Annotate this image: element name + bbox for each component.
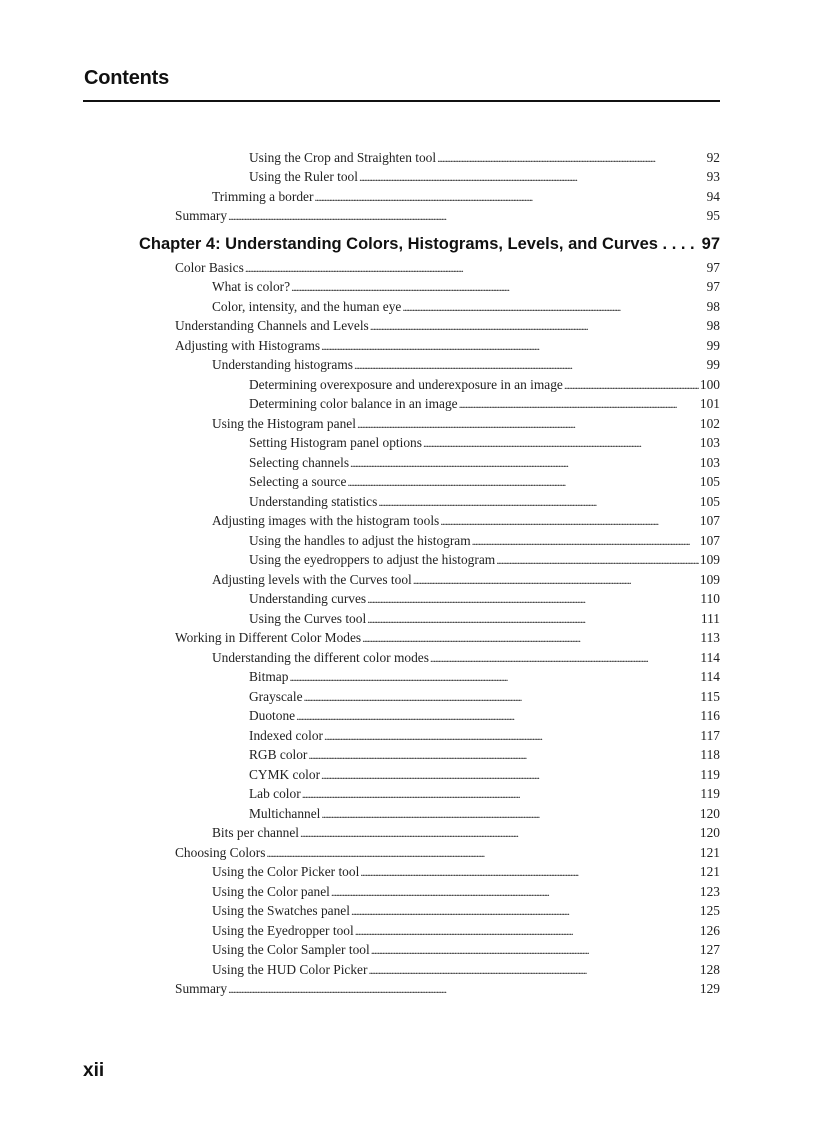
dot-leader [472, 531, 699, 551]
toc-entry-title: Using the Histogram panel [212, 416, 356, 431]
toc-entry-title: Using the eyedroppers to adjust the histogram [249, 552, 496, 567]
toc-entry-page: 103 [699, 435, 720, 450]
toc-entry-page: 126 [699, 923, 720, 938]
toc-entry-page: 101 [699, 396, 720, 411]
toc-entry [249, 375, 720, 394]
toc-entry-title: Understanding histograms [212, 357, 353, 372]
dot-leader [459, 394, 699, 414]
dot-leader [266, 843, 699, 863]
toc-entry-title: Adjusting levels with the Curves tool [212, 572, 412, 587]
toc-entry [212, 823, 720, 842]
dot-leader [300, 823, 699, 843]
toc-entry-title: Duotone [249, 708, 296, 723]
toc-entry [249, 492, 720, 511]
toc-entry-title: Multichannel [249, 806, 321, 821]
toc-entry [175, 258, 720, 277]
toc-entry-page: 109 [699, 552, 720, 567]
toc-entry-title: Bitmap [249, 669, 289, 684]
toc-entry [249, 453, 720, 472]
toc-entry-title: Selecting channels [249, 455, 350, 470]
dot-leader [658, 232, 700, 256]
toc-entry [175, 628, 720, 647]
dot-leader [357, 414, 699, 434]
dot-leader [302, 784, 700, 804]
toc-entry [249, 589, 720, 608]
chapter-heading [139, 232, 720, 256]
page-header [83, 66, 720, 102]
toc-entry [212, 277, 720, 296]
toc-entry [175, 206, 720, 225]
toc-entry [249, 609, 720, 628]
toc-entry-page: 95 [706, 208, 720, 223]
toc-entry-page: 121 [699, 845, 720, 860]
toc-entry [212, 960, 720, 979]
dot-leader [324, 726, 699, 746]
toc-entry [212, 570, 720, 589]
toc-entry [249, 433, 720, 452]
dot-leader [304, 687, 700, 707]
toc-entry [249, 550, 720, 569]
toc-entry-page: 123 [699, 884, 720, 899]
toc-entry [249, 784, 720, 803]
toc-entry [212, 355, 720, 374]
toc-entry [249, 394, 720, 413]
toc-entry-page: 99 [706, 357, 720, 372]
toc-entry-title: Using the Color Picker tool [212, 864, 360, 879]
toc-entry-title: Summary [175, 208, 228, 223]
toc-entry-page: 98 [706, 299, 720, 314]
dot-leader [347, 472, 698, 492]
toc-entry-title: Using the Swatches panel [212, 903, 350, 918]
toc-entry-title: Understanding Channels and Levels [175, 318, 369, 333]
dot-leader [351, 901, 699, 921]
toc-entry-page: 128 [699, 962, 720, 977]
toc-entry [175, 316, 720, 335]
dot-leader [296, 706, 699, 726]
toc-entry [249, 687, 720, 706]
dot-leader [430, 648, 699, 668]
toc-entry-title: What is color? [212, 279, 291, 294]
toc-entry [212, 297, 720, 316]
dot-leader [359, 167, 706, 187]
toc-entry-page: 99 [706, 338, 720, 353]
toc-entry-title: Using the Ruler tool [249, 169, 358, 184]
dot-leader [321, 336, 706, 356]
dot-leader [355, 921, 699, 941]
toc-entry-title: CYMK color [249, 767, 321, 782]
dot-leader [423, 433, 699, 453]
toc-entry-title: Understanding statistics [249, 494, 378, 509]
toc-entry [212, 862, 720, 881]
toc-entry-page: 100 [699, 377, 720, 392]
dot-leader [308, 745, 699, 765]
toc-entry-page: 102 [699, 416, 720, 431]
toc-entry-title: Understanding curves [249, 591, 367, 606]
toc-entry-page: 127 [699, 942, 720, 957]
toc-entry [175, 336, 720, 355]
toc-entry-title: Using the handles to adjust the histogram [249, 533, 471, 548]
toc-entry-title: Using the Crop and Straighten tool [249, 150, 437, 165]
toc-entry [212, 414, 720, 433]
toc-entry-page: 93 [706, 169, 720, 184]
dot-leader [370, 316, 706, 336]
toc-entry-page: 109 [699, 572, 720, 587]
dot-leader [331, 882, 699, 902]
toc-entry [249, 706, 720, 725]
toc-entry-page: 105 [699, 474, 720, 489]
dot-leader [402, 297, 705, 317]
toc-entry [249, 148, 720, 167]
toc-entry [175, 979, 720, 998]
toc-entry-page: 113 [700, 630, 720, 645]
dot-leader [440, 511, 699, 531]
dot-leader [360, 862, 699, 882]
page-title: Contents [84, 67, 170, 89]
toc-entry-page: 125 [699, 903, 720, 918]
toc-entry [249, 531, 720, 550]
toc-entry [249, 472, 720, 491]
toc-entry [249, 667, 720, 686]
toc-entry [175, 843, 720, 862]
toc-entry [212, 648, 720, 667]
toc-entry-page: 105 [699, 494, 720, 509]
dot-leader [367, 589, 699, 609]
toc-entry-title: Lab color [249, 786, 301, 801]
dot-leader [437, 148, 706, 168]
dot-leader [321, 765, 699, 785]
chapter-title: Chapter 4: Understanding Colors, Histograms, Levels, and Curves [139, 235, 658, 253]
toc-entry-page: 116 [700, 708, 720, 723]
toc-entry [249, 765, 720, 784]
toc-entry-title: Understanding the different color modes [212, 650, 429, 665]
toc-entry-title: Determining overexposure and underexposure in an image [249, 377, 563, 392]
toc-entry [249, 745, 720, 764]
toc-entry-title: Adjusting with Histograms [175, 338, 321, 353]
toc-entry-title: Using the HUD Color Picker [212, 962, 368, 977]
toc-entry [212, 511, 720, 530]
toc-entry-page: 110 [700, 591, 720, 606]
dot-leader [350, 453, 699, 473]
dot-leader [314, 187, 705, 207]
toc-entry-page: 111 [700, 611, 720, 626]
toc-entry-title: Grayscale [249, 689, 303, 704]
toc-entry-page: 121 [699, 864, 720, 879]
dot-leader [228, 206, 706, 226]
toc-entry-page: 94 [706, 189, 720, 204]
toc-entry [212, 187, 720, 206]
toc-entry-title: Using the Color panel [212, 884, 330, 899]
toc-entry-title: Choosing Colors [175, 845, 266, 860]
dot-leader [564, 375, 699, 395]
toc-entry-page: 118 [700, 747, 720, 762]
toc-entry-title: RGB color [249, 747, 308, 762]
toc-entry-title: Trimming a border [212, 189, 314, 204]
dot-leader [496, 550, 699, 570]
toc-entry-page: 129 [699, 981, 720, 996]
toc-entry [249, 167, 720, 186]
dot-leader [228, 979, 699, 999]
toc-entry-title: Indexed color [249, 728, 323, 743]
toc-entry-title: Color Basics [175, 260, 244, 275]
toc-entry-page: 115 [700, 689, 720, 704]
toc-entry-page: 98 [706, 318, 720, 333]
dot-leader [321, 804, 699, 824]
dot-leader [291, 277, 706, 297]
dot-leader [289, 667, 699, 687]
dot-leader [367, 609, 700, 629]
toc-entry [249, 804, 720, 823]
toc-entry [212, 901, 720, 920]
toc-entry-title: Determining color balance in an image [249, 396, 458, 411]
toc-entry [212, 921, 720, 940]
dot-leader [362, 628, 699, 648]
page-number: xii [83, 1060, 105, 1081]
dot-leader [354, 355, 706, 375]
toc-entry-page: 114 [700, 669, 720, 684]
toc-entry-title: Using the Eyedropper tool [212, 923, 354, 938]
toc-entry-page: 119 [700, 767, 720, 782]
toc-entry-page: 119 [700, 786, 720, 801]
toc-entry-page: 103 [699, 455, 720, 470]
toc-entry-title: Using the Curves tool [249, 611, 367, 626]
dot-leader [245, 258, 706, 278]
chapter-page: 97 [701, 235, 720, 253]
toc-entry [212, 882, 720, 901]
dot-leader [413, 570, 699, 590]
toc-entry-page: 120 [699, 806, 720, 821]
toc-entry-title: Adjusting images with the histogram tools [212, 513, 440, 528]
toc-entry-page: 107 [699, 533, 720, 548]
toc-entry-title: Summary [175, 981, 228, 996]
toc-entry-title: Setting Histogram panel options [249, 435, 422, 450]
toc-entry [249, 726, 720, 745]
dot-leader [368, 960, 698, 980]
toc-entry-page: 114 [700, 650, 720, 665]
toc-entry-title: Color, intensity, and the human eye [212, 299, 402, 314]
toc-entry-title: Bits per channel [212, 825, 300, 840]
toc-entry-title: Selecting a source [249, 474, 347, 489]
toc-entry-page: 120 [699, 825, 720, 840]
toc-entry [212, 940, 720, 959]
dot-leader [378, 492, 699, 512]
toc-entry-page: 97 [706, 279, 720, 294]
toc-entry-page: 92 [706, 150, 720, 165]
toc-entry-page: 97 [706, 260, 720, 275]
toc-entry-page: 117 [700, 728, 720, 743]
toc-entry-page: 107 [699, 513, 720, 528]
toc-entry-title: Working in Different Color Modes [175, 630, 362, 645]
dot-leader [371, 940, 699, 960]
toc-entry-title: Using the Color Sampler tool [212, 942, 370, 957]
